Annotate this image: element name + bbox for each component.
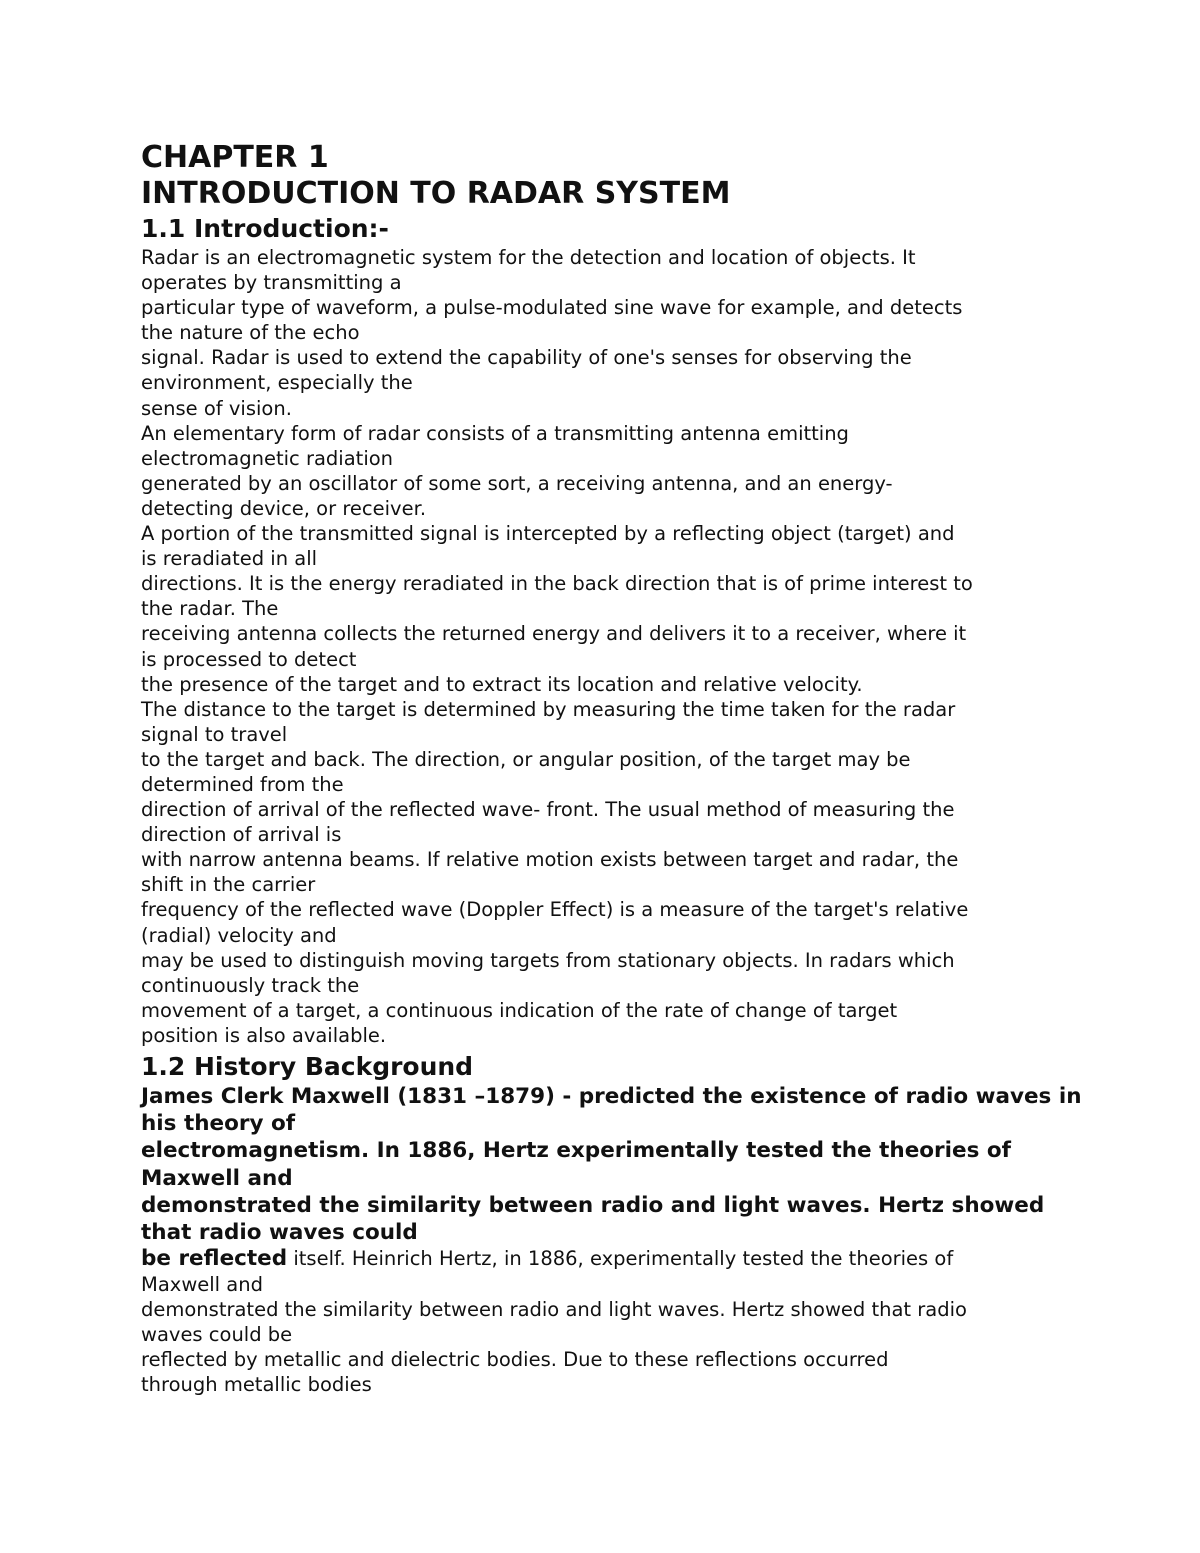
text-line: with narrow antenna beams. If relative motion exists between target and radar, the [141,848,959,872]
text-line: (radial) velocity and [141,923,337,947]
text-line: position is also available. [141,1023,387,1047]
text-line: electromagnetism. In 1886, Hertz experimentally tested the theories of [141,1138,1012,1164]
section-body-introduction [141,245,1076,1048]
text-line: Maxwell and [141,1272,263,1296]
text-line: direction of arrival is [141,823,342,847]
text-line: operates by transmitting a [141,271,402,295]
text-line: to the target and back. The direction, or angular position, of the target may be [141,747,911,771]
text-line: waves could be [141,1322,293,1346]
text-line: environment, especially the [141,371,413,395]
text-line: signal to travel [141,722,288,746]
text-line: determined from the [141,772,344,796]
text-line: is reradiated in all [141,547,318,571]
text-line: direction of arrival of the reflected wave- front. The usual method of measuring the [141,798,955,822]
text-line: signal. Radar is used to extend the capability of one's senses for observing the [141,346,912,370]
chapter-label: CHAPTER 1 [141,140,329,175]
text-line: Radar is an electromagnetic system for the detection and location of objects. It [141,246,916,269]
text-line: through metallic bodies [141,1373,372,1397]
text-line: reflected by metallic and dielectric bodies. Due to these reflections occurred [141,1348,889,1371]
text-line: directions. It is the energy reradiated in the back direction that is of prime interest to [141,572,973,596]
text-line: the radar. The [141,597,279,621]
text-line: continuously track the [141,973,360,997]
history-bold-paragraph [141,1083,1082,1246]
history-mixed-line [141,1246,1076,1272]
text-line: sense of vision. [141,396,292,420]
text-line: may be used to distinguish moving targets from stationary objects. In radars which [141,948,955,972]
text-line: the nature of the echo [141,321,360,345]
text-line: shift in the carrier [141,873,316,897]
chapter-title: INTRODUCTION TO RADAR SYSTEM [141,176,731,211]
text-line: demonstrated the similarity between radio and light waves. Hertz showed that radio [141,1297,967,1321]
text-line: demonstrated the similarity between radio and light waves. Hertz showed [141,1192,1045,1218]
text-line: generated by an oscillator of some sort, a receiving antenna, and an energy- [141,471,893,495]
text-line: James Clerk Maxwell (1831 –1879) - predicted the existence of radio waves in [141,1084,1082,1109]
document-page [141,140,1082,1397]
text-line: detecting device, or receiver. [141,496,427,520]
text-line: his theory of [141,1111,296,1137]
text-line: particular type of waveform, a pulse-modulated sine wave for example, and detects [141,296,963,320]
text-line: electromagnetic radiation [141,446,394,470]
text-line: Maxwell and [141,1165,293,1191]
regular-phrase: itself. Heinrich Hertz, in 1886, experimentally tested the theories of [287,1247,954,1271]
text-line: frequency of the reflected wave (Doppler Effect) is a measure of the target's relative [141,898,969,922]
section-heading-introduction: 1.1 Introduction:- [141,214,389,243]
history-body [141,1272,1076,1397]
text-line: The distance to the target is determined by measuring the time taken for the radar [141,697,956,721]
text-line: is processed to detect [141,647,357,671]
text-line: A portion of the transmitted signal is intercepted by a reflecting object (target) and [141,522,955,546]
text-line: receiving antenna collects the returned energy and delivers it to a receiver, where it [141,622,967,646]
text-line: the presence of the target and to extract its location and relative velocity. [141,672,863,696]
text-line: movement of a target, a continuous indication of the rate of change of target [141,998,898,1022]
section-heading-history: 1.2 History Background [141,1052,474,1081]
text-line: that radio waves could [141,1220,418,1246]
text-line: An elementary form of radar consists of a transmitting antenna emitting [141,421,849,445]
bold-phrase: be reflected [141,1246,288,1272]
